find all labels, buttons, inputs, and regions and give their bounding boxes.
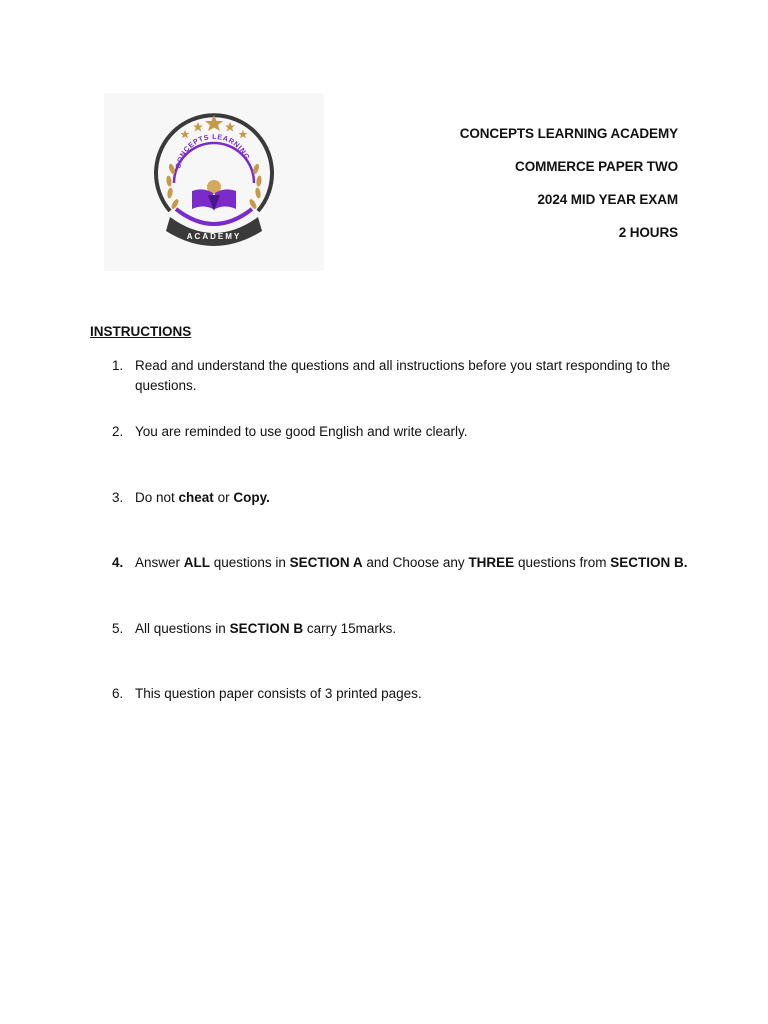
instruction-emphasis: Copy.: [233, 489, 270, 505]
instruction-item-2: [112, 422, 692, 442]
academy-emblem: [150, 111, 278, 251]
instruction-number: 1.: [112, 358, 124, 373]
instruction-item-5: [112, 619, 692, 639]
svg-text:CONCEPTS LEARNING: CONCEPTS LEARNING: [173, 131, 252, 170]
instruction-emphasis: cheat: [178, 489, 214, 505]
paper-title: COMMERCE PAPER TWO: [515, 159, 678, 174]
exam-duration: 2 HOURS: [618, 225, 678, 240]
instruction-text: Read and understand the questions and all instructions before you start responding to the questions.: [135, 358, 671, 393]
exam-header: [460, 126, 678, 258]
instruction-emphasis: SECTION B: [229, 620, 304, 636]
instruction-emphasis: THREE: [468, 555, 515, 570]
instruction-number: 4.: [112, 555, 124, 570]
instruction-number: 2.: [112, 424, 124, 439]
instruction-emphasis: SECTION A: [289, 555, 363, 570]
instruction-text-part: Answer: [135, 555, 184, 570]
instructions-list: [112, 356, 692, 704]
instruction-emphasis: SECTION B.: [610, 555, 688, 570]
instruction-text-part: All questions in: [135, 620, 230, 636]
instruction-text-part: Do not: [135, 489, 179, 505]
school-name: CONCEPTS LEARNING ACADEMY: [459, 126, 678, 141]
exam-title: 2024 MID YEAR EXAM: [537, 192, 678, 207]
instruction-number: 6.: [112, 686, 124, 701]
instruction-item-3: [112, 488, 692, 508]
instruction-text: You are reminded to use good English and write clearly.: [135, 424, 468, 439]
instruction-item-1: [112, 356, 692, 395]
instruction-emphasis: ALL: [183, 555, 211, 570]
instruction-text-part: questions from: [514, 555, 611, 570]
instruction-number: 3.: [112, 489, 124, 505]
instructions-heading: INSTRUCTIONS: [90, 324, 192, 339]
instruction-item-6: [112, 684, 692, 704]
svg-text:ACADEMY: ACADEMY: [186, 232, 242, 241]
academy-logo: [104, 93, 324, 271]
instruction-text-part: and Choose any: [362, 555, 469, 570]
instruction-text-part: carry 15marks.: [303, 620, 397, 636]
instruction-text: This question paper consists of 3 printed pages.: [135, 686, 422, 701]
instruction-item-4: [112, 553, 692, 573]
instruction-text-part: questions in: [210, 555, 290, 570]
instruction-number: 5.: [112, 620, 124, 636]
instruction-text-part: or: [213, 489, 234, 505]
